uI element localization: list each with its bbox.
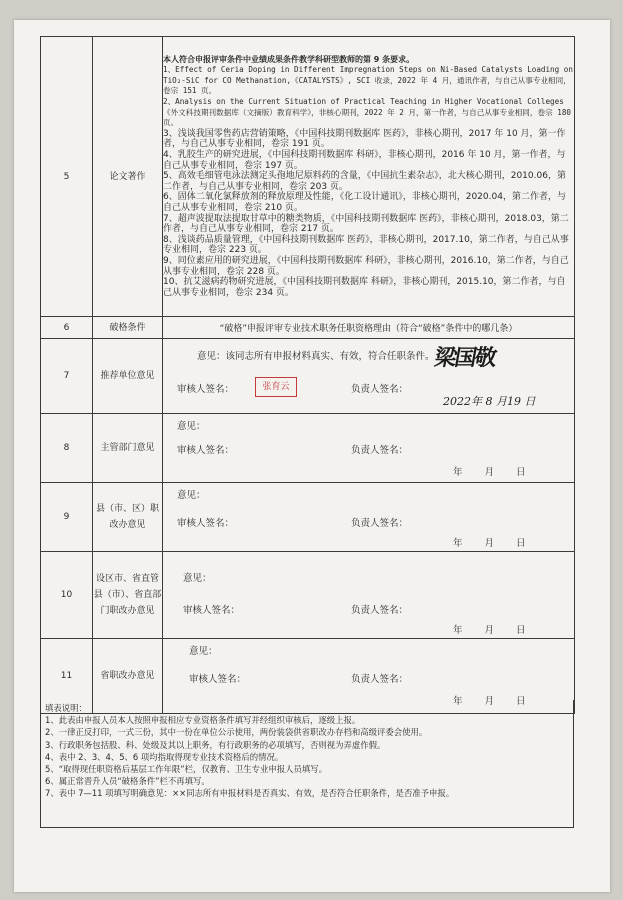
row-label-city: 设区市、省直管县（市）、省直部门职改办意见 bbox=[93, 552, 163, 639]
row-label-papers: 论文著作 bbox=[93, 37, 163, 317]
row-papers bbox=[41, 37, 575, 317]
paper-item: 4、乳胶生产的研究进展，《中国科技期刊数据库 科研》，非核心期刊，2016 年 10 月，第一作者，与自己从事专业相同，卷宗 197 页。 bbox=[163, 150, 566, 171]
county-opinion-cell bbox=[163, 483, 575, 552]
paper-item: 2、Analysis on the Current Situation of Practical Teaching in Higher Vocational Colleges《外文科技期刊数据库（文摘版）教育科学》，非核心期刊，2022 年 2 月，第一作者，与自己从事专业相同，卷宗 180 页。 bbox=[163, 97, 571, 128]
responsible-label: 负责人签名： bbox=[351, 518, 409, 529]
date-line: 年 月 日 bbox=[453, 467, 527, 478]
reviewer-label: 审核人签名： bbox=[189, 674, 247, 685]
opinion-text: 意见： bbox=[183, 573, 212, 584]
row-county-office bbox=[41, 483, 575, 552]
paper-item: 7、超声波提取法提取甘草中的糖类物质，《中国科技期刊数据库 医药》，非核心期刊，2018.03，第二作者，与自己从事专业相同，卷宗 217 页。 bbox=[163, 213, 569, 235]
city-opinion-cell bbox=[163, 552, 575, 639]
opinion-text: 意见： bbox=[177, 421, 206, 432]
instruction-item: 6、属正常晋升人员“破格条件”栏不再填写。 bbox=[45, 776, 210, 787]
paper-item: 6、固体二氧化氯释放剂的释放原理及性能，《化工设计通讯》，非核心期刊，2020.04，第二作者，与自己从事专业相同，卷宗 210 页。 bbox=[163, 192, 566, 213]
reviewer-label: 审核人签名： bbox=[177, 518, 235, 529]
break-conditions-text: “破格”申报评审专业技术职务任职资格理由（符合“破格”条件中的哪几条） bbox=[163, 317, 575, 339]
reviewer-label: 审核人签名： bbox=[177, 445, 235, 456]
row-number: 11 bbox=[41, 639, 93, 714]
instruction-item: 1、此表由申报人员本人按照申报相应专业资格条件填写并经组织审核后，逐级上报。 bbox=[45, 715, 361, 726]
reviewer-label: 审核人签名： bbox=[183, 605, 241, 616]
date-line: 年 月 日 bbox=[453, 625, 527, 636]
application-form-table bbox=[40, 36, 575, 714]
opinion-text: 意见： bbox=[177, 490, 206, 501]
responsible-label: 负责人签名： bbox=[351, 445, 409, 456]
reviewer-name-stamp: 张育云 bbox=[255, 377, 297, 397]
row-label-supervising: 主管部门意见 bbox=[93, 414, 163, 483]
row-number: 10 bbox=[41, 552, 93, 639]
responsible-label: 负责人签名： bbox=[351, 605, 409, 616]
row-label-break: 破格条件 bbox=[93, 317, 163, 339]
recommend-opinion-cell bbox=[163, 339, 575, 414]
row-city-office bbox=[41, 552, 575, 639]
instruction-item: 2、一律正反打印，一式三份，其中一份在单位公示使用，两份装袋供省职改办存档和高级评委会使用。 bbox=[45, 727, 428, 738]
papers-heading: 本人符合申报评审条件中业绩成果条件教学科研型教师的第 9 条要求。 bbox=[163, 54, 415, 64]
row-number: 6 bbox=[41, 317, 93, 339]
paper-item: 8、浅谈药品质量管理，《中国科技期刊数据库 医药》，非核心期刊，2017.10，第二作者，与自己从事专业相同，卷宗 223 页。 bbox=[163, 234, 569, 256]
paper-item: 3、浅谈我国零售药店营销策略，《中国科技期刊数据库 医药》，非核心期刊，2017 年 10 月，第一作者，与自己从事专业相同，卷宗 191 页。 bbox=[163, 128, 566, 150]
row-supervising-dept bbox=[41, 414, 575, 483]
papers-list bbox=[163, 37, 575, 317]
instruction-item: 4、表中 2、3、4、5、6 项均指取得现专业技术资格后的情况。 bbox=[45, 751, 284, 762]
responsible-label: 负责人签名： bbox=[351, 674, 409, 685]
filling-instructions bbox=[40, 700, 574, 828]
paper-item: 9、同位素应用的研究进展，《中国科技期刊数据库 科研》，非核心期刊，2016.10，第二作者，与自己从事专业相同，卷宗 228 页。 bbox=[163, 255, 569, 277]
responsible-label: 负责人签名： bbox=[351, 384, 409, 395]
date-line: 年 月 日 bbox=[453, 696, 527, 707]
paper-item: 1、Effect of Ceria Doping in Different Impregnation Steps on Ni-Based Catalysts Loading on TiO₂-SiC for CO Methanation,《CATALYSTS》, SCI 收录，2022 年 4 月，通讯作者，与自己从事专业相同，卷宗 151 页。 bbox=[163, 65, 573, 96]
instruction-item: 7、表中 7—11 项填写明确意见：××同志所有申报材料是否真实、有效，是否符合任职条件，是否准予申报。 bbox=[45, 788, 455, 799]
row-label-province: 省职改办意见 bbox=[93, 639, 163, 714]
supervising-opinion-cell bbox=[163, 414, 575, 483]
instructions-title: 填表说明： bbox=[45, 703, 87, 713]
row-number: 7 bbox=[41, 339, 93, 414]
row-number: 9 bbox=[41, 483, 93, 552]
reviewer-label: 审核人签名： bbox=[177, 384, 235, 395]
row-break-conditions bbox=[41, 317, 575, 339]
opinion-text: 意见： bbox=[189, 646, 218, 657]
paper-item: 10、抗艾滋病药物研究进展，《中国科技期刊数据库 科研》，非核心期刊，2015.10，第二作者，与自己从事专业相同，卷宗 234 页。 bbox=[163, 277, 566, 298]
date-line: 年 月 日 bbox=[453, 538, 527, 549]
opinion-text: 意见：该同志所有申报材料真实、有效，符合任职条件。 bbox=[197, 351, 435, 362]
row-label-county: 县（市、区）职改办意见 bbox=[93, 483, 163, 552]
row-number: 8 bbox=[41, 414, 93, 483]
instruction-item: 5、“取得现任职资格后基层工作年限”栏，仅教育、卫生专业申报人员填写。 bbox=[45, 764, 328, 775]
signature-date: 2022年 8 月19 日 bbox=[443, 395, 536, 408]
row-label-recommend: 推荐单位意见 bbox=[93, 339, 163, 414]
row-number: 5 bbox=[41, 37, 93, 317]
paper-item: 5、高效毛细管电泳法测定头孢地尼原料药的含量，《中国抗生素杂志》，北大核心期刊，2010.06，第二作者，与自己从事专业相同，卷宗 203 页。 bbox=[163, 171, 566, 192]
handwritten-signature: 梁国敬 bbox=[432, 345, 498, 371]
instruction-item: 3、行政职务包括股、科、处级及其以上职务，有行政职务的必项填写，否则视为弄虚作假。 bbox=[45, 739, 386, 750]
row-recommending-unit bbox=[41, 339, 575, 414]
